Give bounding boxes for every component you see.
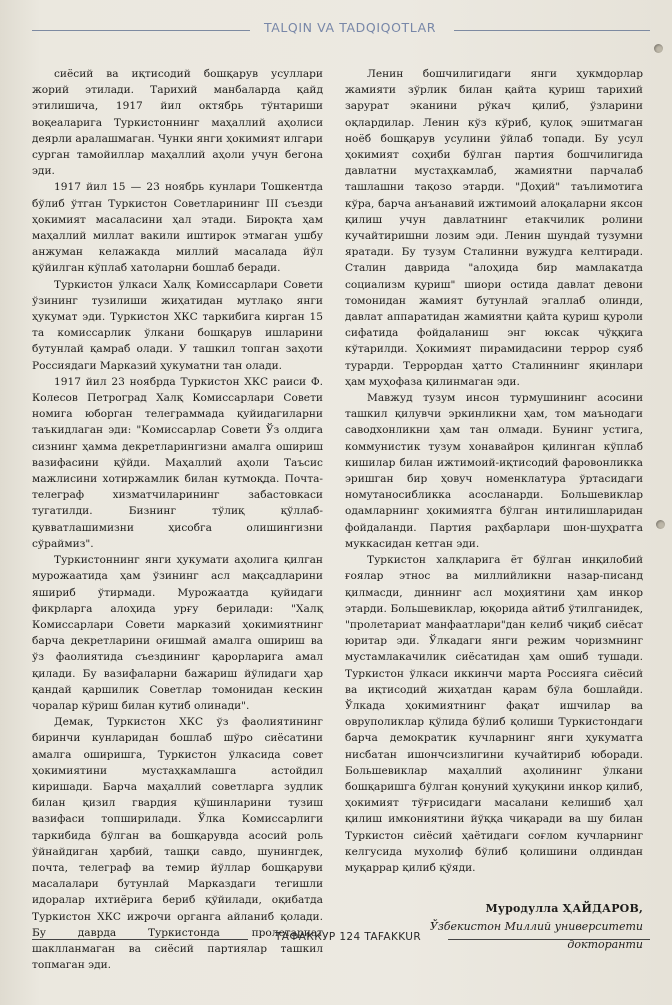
right-column — [345, 66, 643, 954]
paragraph: Туркистоннинг янги ҳукумати аҳолига қилган мурожаатида ҳам ўзининг асл мақсадларини яшириб ўтирмади. Мурожаатда қуйидаги фикрларга алоҳида урғу берилади: "Халқ Комиссарлари Совети марказий ҳокимиятнинг барча декретларини оғишмай амалга ошириш ва ўз фаолиятида съездининг қарорларига амал қилади. Бу вазифаларни бажариш йўлидаги ҳар қандай қаршилик Советлар томонидан кескин чоралар кўриш билан кутиб олинади". — [32, 554, 323, 712]
section-title: TALQIN VA TADQIQOTLAR — [263, 20, 437, 35]
author-affiliation: Ўзбекистон Миллий университети — [429, 920, 643, 934]
left-column — [32, 66, 323, 973]
paragraph: 1917 йил 15 — 23 ноябрь кунлари Тошкентда бўлиб ўтган Туркистон Советларининг III съезди ҳокимият масаласини ҳал этади. Бироқта ҳам маҳаллий миллат вакили иштирок этмаган ушбу анжуман келажакда миллий масалада йўл қўйилган кўплаб хатоларни бошлаб беради. — [32, 181, 323, 275]
binding-hole-icon — [656, 520, 665, 529]
footer-rule-right — [448, 939, 650, 940]
paragraph: Ленин бошчилигидаги янги ҳукмдорлар жамияти зўрлик билан қайта қуриш тарихий зарурат эканини рўкач қилиб, ўзларини оқлардилар. Ленин кўз кўриб, қулоқ эшитмаган ноёб бошқарув усулини ўйлаб топади. Бу усул ҳокимият соҳиби бўлган партия бошчилигида давлатни мустаҳкамлаб, жамиятни парчалаб ташлашни тақозо этарди. "Доҳий" таълимотига кўра, барча анъанавий ижтимоий алоқаларни яксон қилиш учун давлатнинг етакчилик ролини кучайтиришни лозим эди. Ленин шундай тузумни яратади. Бу тузум Сталинни вужудга келтиради. Сталин даврида "алоҳида бир мамлакатда социализм қуриш" шиори остида давлат девони томонидан жамият бутунлай эгаллаб олинди, давлат аппаратидан жамиятни қайта қуриш қуроли сифатида фойдаланиш энг юксак чўққига кўтарилди. Ҳокимият пирамидасини террор суяб турарди. Террордан ҳатто Сталиннинг яқинлари ҳам муҳофаза қилинмаган эди. — [345, 68, 643, 388]
paragraph: 1917 йил 23 ноябрда Туркистон ХКС раиси Ф. Колесов Петроград Халқ Комиссарлари Совети номига юборган телеграммада қуйидагиларни таъкидлаган эди: "Комиссарлар Совети Ўз олдига сизнинг ҳамма декретларингизни амалга ошириш вазифасини қўйди. Маҳаллий аҳоли Таъсис мажлисини хотиржамлик билан кутмоқда. Почта-телеграф хизматчиларининг забастовкаси тугатилди. Бизнинг тўлиқ қўллаб-қувватлашимизни ҳисобга олишингизни сўраймиз". — [32, 375, 323, 550]
paragraph: сиёсий ва иқтисодий бошқарув усуллари жорий этилади. Тарихий манбаларда қайд этилишича, 1917 йил октябрь тўнтариши воқеаларига Туркистоннинг маҳаллий аҳолиси деярли аралашмаган. Чунки янги ҳокимият илгари сурган тамойиллар маҳаллий аҳоли учун бегона эди. — [32, 68, 323, 178]
paragraph: Туркистон ўлкаси Халқ Комиссарлари Совети ўзининг тузилиши жиҳатидан мутлақо янги ҳукумат эди. Туркистон ХКС таркибига кирган 15 та комиссарлик ўлкани бошқарув ишларини бутунлай қамраб олади. У ташкил топган заҳоти Россиядаги Марказий ҳукуматни тан олади. — [32, 278, 323, 372]
paragraph: Туркистон халқларига ёт бўлган инқилобий ғоялар этнос ва миллийликни назар-писанд қилмасди, диннинг асл моҳиятини ҳам инкор этарди. Большевиклар, юқорида айтиб ўтилганидек, "пролетариат манфаатлари"дан келиб чиқиб сиёсат юритар эди. Ўлкадаги янги режим чоризмнинг мустамлакачилик сиёсатидан ҳам ошиб тушади. Туркистон ўлкаси иккинчи марта Россияга сиёсий ва иқтисодий жиҳатдан қарам бўла бошлайди. Ўлкада ҳокимиятнинг фақат ишчилар ва овруполиклар қўлида бўлиб қолиши Туркистондаги барча демократик кучларнинг янги ҳукуматга нисбатан ишончсизлигини кучайтириб юборади. Большевиклар маҳаллий аҳолининг ўлкани бошқаришга бўлган қонуний ҳуқуқини инкор қилиб, ҳокимият тўғрисидаги масалани келишиб ҳал қилиш имкониятини йўққа чиқаради ва шу билан Туркистон сиёсий ҳаётидаги соғлом кучларнинг келгусида мухолиф бўлиб қолишини олдиндан муқаррар қилиб қўяди. — [345, 554, 643, 874]
page-footer — [32, 930, 650, 952]
header-rule-right — [454, 30, 650, 31]
author-name: Муродулла ҲАЙДАРОВ, — [485, 902, 643, 916]
running-header — [32, 18, 650, 40]
footer-rule-left — [32, 939, 248, 940]
page-number: ТАФАККУР 124 TAFAKKUR — [274, 931, 422, 943]
paragraph: Мавжуд тузум инсон турмушининг асосини ташкил қилувчи эркинликни ҳам, том маънодаги саводхонликни ҳам тан олмади. Бунинг устига, коммунистик тузум хонавайрон қилинган кўплаб кишилар билан ижтимоий-иқтисодий фаровонликка эришган бир ҳовуч номенклатура ўртасидаги номутаносибликка асосланарди. Большевиклар одамларнинг ҳокимиятга бўлган интилишларидан фойдаланди. Партия раҳбарлари шон-шуҳратга муккасидан кетган эди. — [345, 392, 643, 550]
author-position: докторанти — [567, 938, 643, 952]
paragraph: Демак, Туркистон ХКС ўз фаолиятининг биринчи кунларидан бошлаб шўро сиёсатини амалга оширишга, Туркистон ўлкасида совет ҳокимиятини мустаҳкамлашга астойдил киришади. Барча маҳаллий советларга зудлик билан қизил гвардия қўшинларини тузиш вазифаси топширилади. Ўлка Комиссарлиги таркибида бўлган ва бошқарувда асосий роль ўйнайдиган ҳарбий, ташқи савдо, шунингдек, почта, телеграф ва темир йўллар бошқаруви масалалари бутунлай Марказдаги тегишли идоралар ихтиёрига бериб қўйилади, оқибатда Туркистон ХКС ижрочи органга айланиб қолади. Бу даврда Туркистонда пролетариат шаклланмаган ва сиёсий партиялар ташкил топмаган эди. — [32, 716, 323, 972]
header-rule-left — [32, 30, 250, 31]
binding-hole-icon — [654, 44, 663, 53]
